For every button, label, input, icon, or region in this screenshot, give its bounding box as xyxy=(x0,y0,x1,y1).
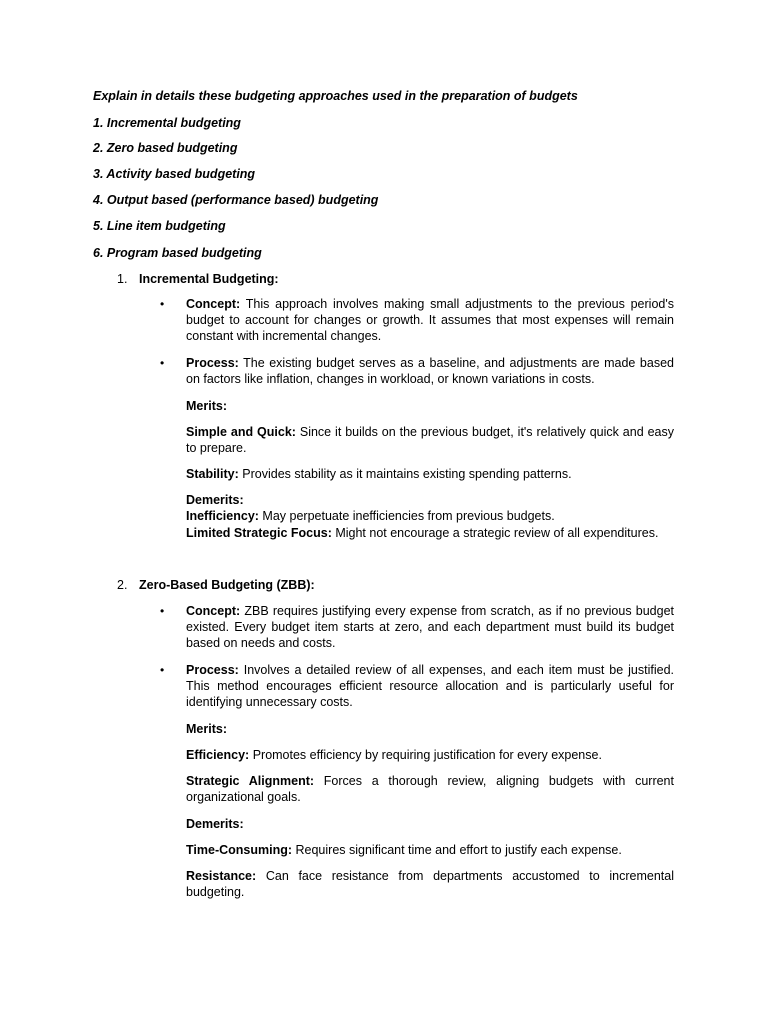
bullet-icon: • xyxy=(160,604,165,618)
demerit-text: Requires significant time and effort to justify each expense. xyxy=(292,843,622,857)
question-item: 4. Output based (performance based) budgeting xyxy=(93,193,379,207)
section-number: 2. xyxy=(117,578,128,592)
demerit-label: Resistance: xyxy=(186,869,257,883)
merit-text: Promotes efficiency by requiring justification for every expense. xyxy=(249,748,602,762)
merit-item xyxy=(186,424,674,456)
merits-label: Merits: xyxy=(186,722,227,736)
merits-heading xyxy=(186,398,674,414)
question-item: 5. Line item budgeting xyxy=(93,219,226,233)
merit-item xyxy=(186,466,674,482)
merit-text: Since it builds on the previous budget, it's relatively quick and easy to prepare. xyxy=(186,425,674,455)
section-title: Zero-Based Budgeting (ZBB): xyxy=(139,578,315,592)
process-text: Involves a detailed review of all expenses, and each item must be justified. This method encourages efficient resource allocation and is particularly useful for identifying unnecessary costs. xyxy=(186,663,674,709)
merits-label: Merits: xyxy=(186,399,227,413)
merits-heading xyxy=(186,721,674,737)
concept-text: This approach involves making small adjustments to the previous period's budget to account for changes or growth. It assumes that most expenses will remain constant with incremental changes. xyxy=(186,297,674,343)
demerit-item xyxy=(186,508,674,524)
process-text: The existing budget serves as a baseline, and adjustments are made based on factors like inflation, changes in workload, or known variations in costs. xyxy=(186,356,674,386)
bullet-concept xyxy=(160,296,674,344)
question-title: Explain in details these budgeting approaches used in the preparation of budgets xyxy=(93,89,578,103)
demerits-heading xyxy=(186,492,674,508)
merit-label: Stability: xyxy=(186,467,239,481)
demerit-label: Inefficiency: xyxy=(186,509,259,523)
merit-text: Provides stability as it maintains existing spending patterns. xyxy=(238,467,572,481)
merit-label: Efficiency: xyxy=(186,748,250,762)
demerits-heading xyxy=(186,816,674,832)
merit-text: Forces a thorough review, aligning budgets with current organizational goals. xyxy=(186,774,674,804)
bullet-process xyxy=(160,355,674,387)
merit-label: Strategic Alignment: xyxy=(186,774,315,788)
bullet-icon: • xyxy=(160,663,165,677)
question-item: 2. Zero based budgeting xyxy=(93,141,238,155)
section-number: 1. xyxy=(117,272,128,286)
demerit-item xyxy=(186,868,674,900)
process-label: Process: xyxy=(186,663,239,677)
section-heading xyxy=(117,271,279,287)
demerit-label: Time-Consuming: xyxy=(186,843,293,857)
bullet-concept xyxy=(160,603,674,651)
demerit-text: May perpetuate inefficiencies from previous budgets. xyxy=(258,509,555,523)
question-item: 3. Activity based budgeting xyxy=(93,167,256,181)
process-label: Process: xyxy=(186,356,239,370)
demerits-label: Demerits: xyxy=(186,817,244,831)
question-item: 1. Incremental budgeting xyxy=(93,116,241,130)
section-heading xyxy=(117,577,315,593)
demerit-text: Might not encourage a strategic review of all expenditures. xyxy=(331,526,659,540)
concept-label: Concept: xyxy=(186,604,241,618)
demerit-item xyxy=(186,842,674,858)
bullet-process xyxy=(160,662,674,710)
concept-label: Concept: xyxy=(186,297,241,311)
demerit-item xyxy=(186,525,674,541)
merit-label: Simple and Quick: xyxy=(186,425,296,439)
merit-item xyxy=(186,773,674,805)
bullet-icon: • xyxy=(160,297,165,311)
merit-item xyxy=(186,747,674,763)
demerits-label: Demerits: xyxy=(186,493,244,507)
section-title: Incremental Budgeting: xyxy=(139,272,279,286)
demerit-text: Can face resistance from departments accustomed to incremental budgeting. xyxy=(186,869,674,899)
question-item: 6. Program based budgeting xyxy=(93,246,262,260)
concept-text: ZBB requires justifying every expense from scratch, as if no previous budget existed. Every budget item starts at zero, and each department must build its budget based on needs and costs. xyxy=(186,604,674,650)
demerit-label: Limited Strategic Focus: xyxy=(186,526,332,540)
bullet-icon: • xyxy=(160,356,165,370)
